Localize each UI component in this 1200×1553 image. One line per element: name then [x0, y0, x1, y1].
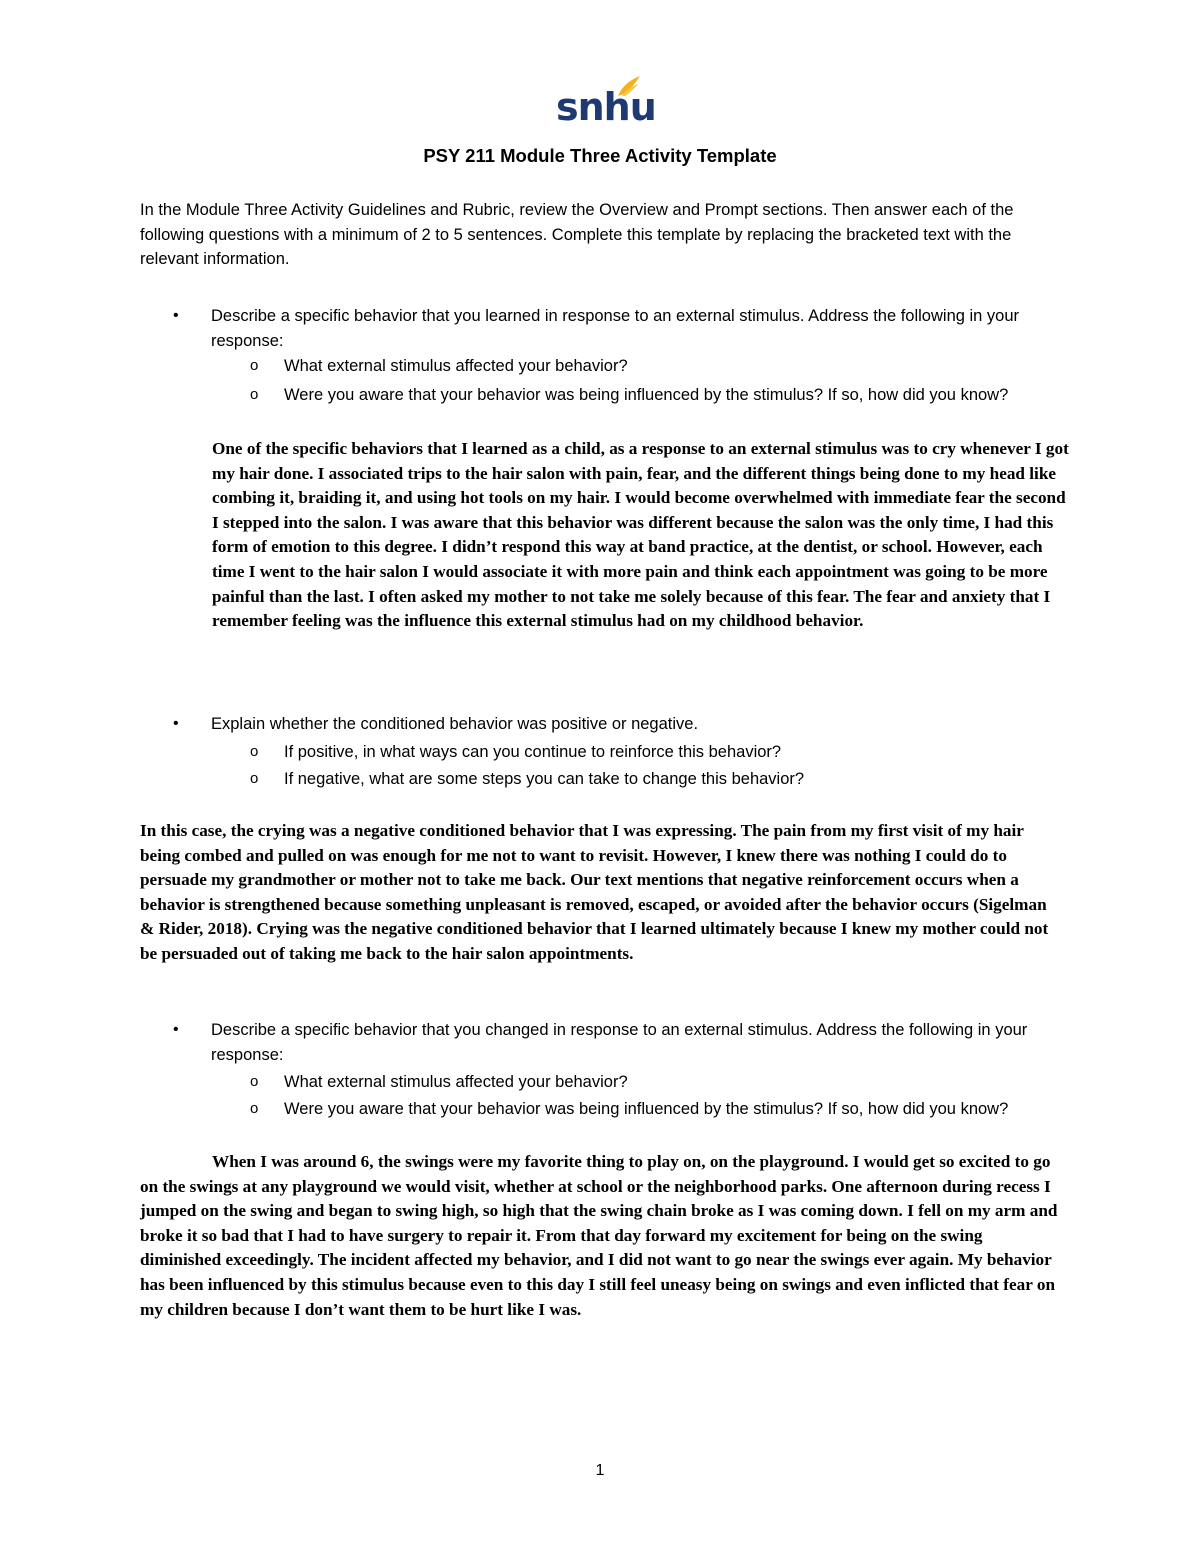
- bullet-marker: •: [173, 715, 179, 732]
- section-3-sub-prompt-2: Were you aware that your behavior was being influenced by the stimulus? If so, how did you know?: [284, 1100, 1009, 1118]
- bullet-marker: •: [173, 1021, 179, 1038]
- section-3-prompt: Describe a specific behavior that you changed in response to an external stimulus. Address the following in your response:: [211, 1021, 1028, 1064]
- sub-bullet-marker: o: [250, 743, 259, 760]
- sub-bullet-marker: o: [250, 386, 259, 403]
- section-3-sub-prompt-1: What external stimulus affected your behavior?: [284, 1073, 628, 1091]
- section-2-answer: In this case, the crying was a negative conditioned behavior that I was expressing. The pain from my first visit of my hair being combed and pulled on was enough for me not to want to revisit. However, I knew there was nothing I could do to persuade my grandmother or mother not to take me back. Our text mentions that negative reinforcement occurs when a behavior is strengthened because something unpleasant is removed, escaped, or avoided after the behavior occurs (Sigelman & Rider, 2018). Crying was the negative conditioned behavior that I learned ultimately because I knew my mother could not be persuaded out of taking me back to the hair salon appointments.: [140, 821, 1049, 963]
- section-1-prompt: Describe a specific behavior that you learned in response to an external stimulus. Address the following in your response:: [211, 307, 1020, 350]
- snhu-logo: [548, 72, 658, 132]
- sub-bullet-marker: o: [250, 1100, 259, 1117]
- sub-bullet-marker: o: [250, 357, 259, 374]
- section-1-answer: One of the specific behaviors that I learned as a child, as a response to an external stimulus was to cry whenever I got my hair done. I associated trips to the hair salon with pain, fear, and the different things being done to my head like combing it, braiding it, and using hot tools on my hair. I would become overwhelmed with immediate fear the second I stepped into the salon. I was aware that this behavior was different because the salon was the only time, I had this form of emotion to this degree. I didn’t respond this way at band practice, at the dentist, or school. However, each time I went to the hair salon I would associate it with more pain and think each appointment was going to be more painful than the last. I often asked my mother to not take me solely because of this fear. The fear and anxiety that I remember feeling was the influence this external stimulus had on my childhood behavior.: [212, 439, 1069, 631]
- page-number: 1: [595, 1462, 605, 1479]
- sub-bullet-marker: o: [250, 1073, 259, 1090]
- sub-bullet-marker: o: [250, 770, 259, 787]
- section-1-sub-prompt-1: What external stimulus affected your behavior?: [284, 357, 628, 375]
- section-2-prompt: Explain whether the conditioned behavior was positive or negative.: [211, 715, 699, 733]
- document-title: PSY 211 Module Three Activity Template: [423, 145, 777, 166]
- intro-paragraph: In the Module Three Activity Guidelines and Rubric, review the Overview and Prompt sections. Then answer each of the following questions with a minimum of 2 to 5 sentences. Complete this template by replacing the bracketed text with the relevant information.: [140, 201, 1014, 269]
- logo-wordmark: snhu: [556, 85, 656, 129]
- section-3-answer: When I was around 6, the swings were my favorite thing to play on, on the playground. I would get so excited to go on the swings at any playground we would visit, whether at school or the neighborhood parks. One afternoon during recess I jumped on the swing and began to swing high, so high that the swing chain broke as I was coming down. I fell on my arm and broke it so bad that I had to have surgery to repair it. From that day forward my excitement for being on the swing diminished exceedingly. The incident affected my behavior, and I did not want to go near the swings ever again. My behavior has been influenced by this stimulus because even to this day I still feel uneasy being on swings and even inflicted that fear on my children because I don’t want them to be hurt like I was.: [140, 1152, 1058, 1319]
- bullet-marker: •: [173, 307, 179, 324]
- section-1-sub-prompt-2: Were you aware that your behavior was being influenced by the stimulus? If so, how did you know?: [284, 386, 1009, 404]
- section-2-sub-prompt-2: If negative, what are some steps you can take to change this behavior?: [284, 770, 805, 788]
- section-2-sub-prompt-1: If positive, in what ways can you continue to reinforce this behavior?: [284, 743, 782, 761]
